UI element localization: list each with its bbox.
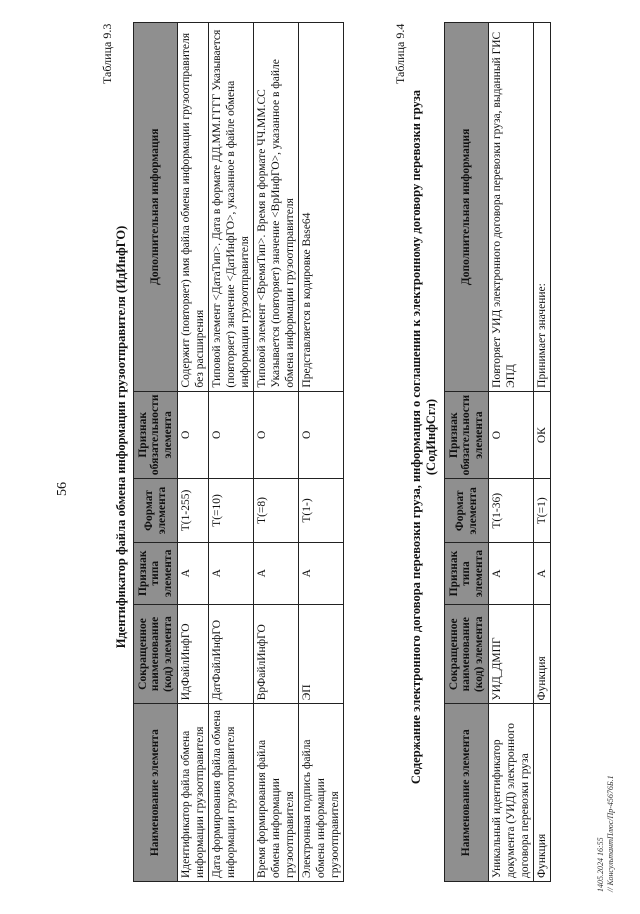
cell-required: О	[178, 391, 209, 479]
cell-type: А	[254, 542, 299, 604]
cell-name: Идентификатор файла обмена информации грузоотправителя	[178, 704, 209, 882]
cell-name: Функция	[534, 704, 551, 882]
footer-line: // КонсультантПлюс/Пр-45676Б.1	[606, 775, 615, 892]
page-number: 56	[55, 482, 70, 496]
table-row	[178, 23, 209, 882]
table-title: Содержание электронного договора перевозки груза, информация о соглашении к электронному договору перевозки груза	[409, 89, 423, 785]
cell-name: Дата формирования файла обмена информации грузоотправителя	[209, 704, 254, 882]
header-cell: Признак обязательности элемента	[445, 391, 489, 479]
cell-code: УИД_ДМПГ	[489, 604, 534, 704]
data-table-2	[444, 22, 551, 882]
cell-required: О	[209, 391, 254, 479]
cell-info: Типовой элемент <ДатаТип>. Дата в формате ДД.ММ.ГГГГ Указывается (повторяет) значение <ДатИнфГО>, указанное в файле обмена информации грузоотправителя	[209, 23, 254, 392]
data-table-1	[133, 22, 344, 882]
header-cell: Признак типа элемента	[445, 543, 489, 605]
table-row	[489, 23, 534, 882]
cell-required: ОК	[534, 391, 551, 479]
cell-type: А	[534, 543, 551, 605]
footer-line: 1405.2024 16:55	[596, 837, 605, 892]
cell-format: Т(=10)	[209, 479, 254, 543]
header-cell: Наименование элемента	[445, 704, 489, 882]
header-cell: Сокращенное наименование (код) элемента	[134, 604, 178, 704]
footer-stamp	[596, 775, 616, 892]
cell-name: Электронная подпись файла обмена информации грузоотправителя	[299, 704, 344, 882]
header-cell: Сокращенное наименование (код) элемента	[445, 604, 489, 704]
cell-code: ДатФайлИнфГО	[209, 604, 254, 704]
cell-type: А	[299, 542, 344, 604]
header-cell: Признак обязательности элемента	[134, 391, 178, 479]
cell-name: Время формирования файла обмена информации грузоотправителя	[254, 704, 299, 882]
table-title: Идентификатор файла обмена информации грузоотправителя (ИдИнфГО)	[114, 225, 128, 649]
header-cell: Дополнительная информация	[134, 23, 178, 392]
table-row	[534, 23, 551, 882]
cell-format: Т(=8)	[254, 479, 299, 543]
table-label: Таблица 9.4	[393, 23, 407, 84]
cell-type: А	[178, 542, 209, 604]
cell-format: Т(=1)	[534, 479, 551, 543]
table-label: Таблица 9.3	[100, 23, 114, 84]
cell-code: ЭП	[299, 604, 344, 704]
cell-code: Функция	[534, 604, 551, 704]
cell-info: Принимает значение:	[534, 23, 551, 392]
table-title-code: (СодИнфСгл)	[424, 398, 438, 476]
cell-required: О	[299, 391, 344, 479]
header-cell: Формат элемента	[134, 479, 178, 543]
cell-type: А	[209, 542, 254, 604]
header-cell: Дополнительная информация	[445, 23, 489, 392]
cell-name: Уникальный идентификатор документа (УИД) электронного договора перевозки груза	[489, 704, 534, 882]
cell-info: Содержит (повторяет) имя файла обмена информации грузоотправителя без расширения	[178, 23, 209, 392]
cell-info: Повторяет УИД электронного договора перевозки груза, выданный ГИС ЭПД	[489, 23, 534, 392]
table-row	[299, 23, 344, 882]
cell-required: О	[489, 391, 534, 479]
cell-info: Представляется в кодировке Base64	[299, 23, 344, 392]
cell-type: А	[489, 543, 534, 605]
table-row	[209, 23, 254, 882]
header-cell: Наименование элемента	[134, 704, 178, 882]
cell-format: Т(1-36)	[489, 479, 534, 543]
cell-info: Типовой элемент <ВремяТип>. Время в формате ЧЧ.ММ.СС Указывается (повторяет) значение <ВрИнфГО>, указанное в файле обмена информации грузоотправителя	[254, 23, 299, 392]
cell-code: ВрФайлИнфГО	[254, 604, 299, 704]
cell-format: Т(1-)	[299, 479, 344, 543]
header-cell: Формат элемента	[445, 479, 489, 543]
cell-required: О	[254, 391, 299, 479]
cell-code: ИдФайлИнфГО	[178, 604, 209, 704]
table-row	[254, 23, 299, 882]
header-cell: Признак типа элемента	[134, 542, 178, 604]
cell-format: Т(1-255)	[178, 479, 209, 543]
